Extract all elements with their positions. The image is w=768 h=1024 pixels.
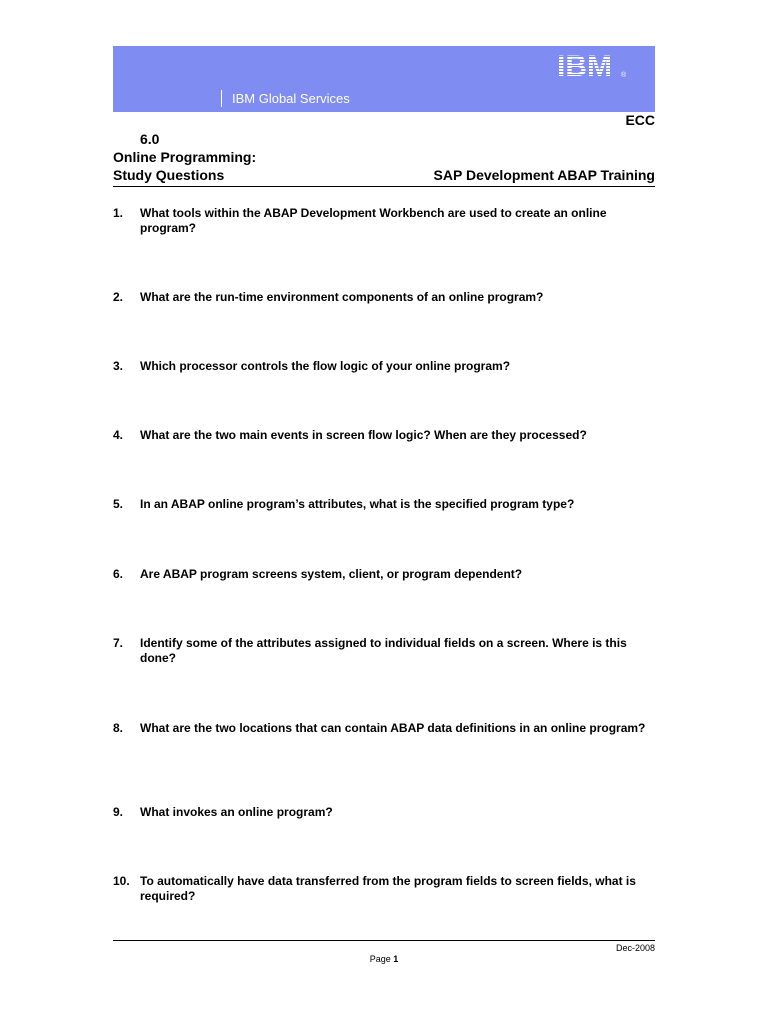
ibm-logo-text: IBM [557, 51, 612, 79]
question-item [113, 359, 655, 374]
header-ecc: ECC [625, 112, 655, 128]
footer-rule [113, 940, 655, 941]
question-number: 3. [113, 359, 124, 373]
question-text: In an ABAP online program’s attributes, what is the specified program type? [140, 497, 575, 511]
question-number: 8. [113, 721, 124, 735]
question-number: 2. [113, 290, 124, 304]
course-name: SAP Development ABAP Training [433, 167, 655, 183]
page-label: Page [369, 954, 391, 964]
banner-divider [221, 90, 222, 107]
question-number: 10. [113, 874, 130, 888]
question-item [113, 497, 655, 512]
question-text: What tools within the ABAP Development Workbench are used to create an online program? [140, 206, 607, 235]
question-number: 6. [113, 567, 124, 581]
question-text: What are the two main events in screen flow logic? When are they processed? [140, 428, 587, 442]
question-number: 1. [113, 206, 124, 220]
question-number: 4. [113, 428, 124, 442]
header-banner [113, 46, 655, 112]
question-number: 5. [113, 497, 124, 511]
footer-date: Dec-2008 [615, 943, 655, 953]
question-text: Identify some of the attributes assigned to individual fields on a screen. Where is this done? [140, 636, 627, 665]
question-item [113, 874, 655, 904]
question-item [113, 567, 655, 582]
question-text: Which processor controls the flow logic of your online program? [140, 359, 511, 373]
header-row [113, 166, 655, 187]
header-version: 6.0 [140, 131, 160, 147]
question-text: To automatically have data transferred from the program fields to screen fields, what is required? [140, 874, 636, 903]
ibm-logo [557, 51, 627, 79]
company-name: IBM Global Services [232, 91, 350, 106]
svg-text:®: ® [621, 72, 627, 79]
question-item [113, 290, 655, 305]
question-text: What are the two locations that can contain ABAP data definitions in an online program? [140, 721, 646, 735]
question-item [113, 805, 655, 820]
question-text: Are ABAP program screens system, client, or program dependent? [140, 567, 523, 581]
question-item [113, 636, 655, 666]
page-indicator [0, 954, 768, 965]
question-text: What are the run-time environment components of an online program? [140, 290, 544, 304]
page-number: 1 [393, 954, 399, 964]
question-item [113, 428, 655, 443]
question-number: 9. [113, 805, 124, 819]
question-item [113, 206, 655, 236]
question-text: What invokes an online program? [140, 805, 333, 819]
question-number: 7. [113, 636, 124, 650]
document-subtitle: Study Questions [113, 167, 225, 183]
document-title: Online Programming: [113, 149, 257, 165]
question-item [113, 721, 655, 736]
